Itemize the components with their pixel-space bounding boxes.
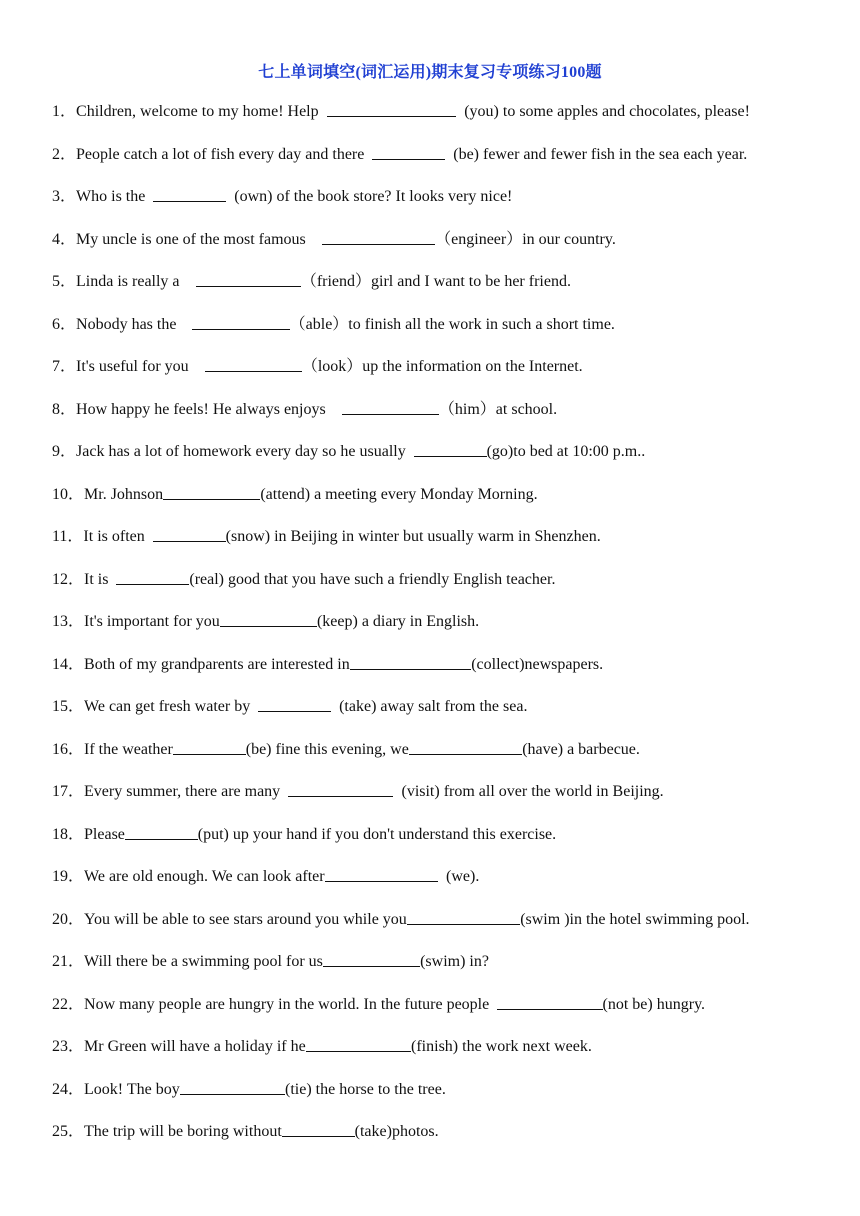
question-item (52, 229, 842, 272)
question-text: (take) away salt from the sea. (331, 698, 528, 715)
question-text: We are old enough. We can look after (84, 868, 325, 885)
question-item (52, 484, 842, 527)
question-text: We can get fresh water by (84, 698, 259, 715)
question-text: It is often (83, 528, 153, 545)
answer-blank[interactable] (196, 272, 301, 287)
question-text: （able）to finish all the work in such a short time. (289, 315, 615, 333)
question-text: It is (84, 570, 117, 588)
question-number: 12． (52, 570, 85, 588)
question-text: Linda is really a (76, 273, 196, 290)
question-text: (finish) the work next week. (411, 1038, 592, 1055)
answer-blank[interactable] (497, 995, 602, 1010)
question-text: My uncle is one of the most famous (76, 230, 322, 248)
question-number: 16． (52, 740, 85, 758)
question-text: Every summer, there are many (84, 783, 289, 800)
question-item (52, 399, 842, 442)
question-text: Look! The boy (84, 1080, 180, 1098)
question-text: (own) of the book store? It looks very nice! (226, 188, 513, 205)
answer-blank[interactable] (163, 485, 260, 500)
question-item (52, 696, 842, 739)
question-list (52, 101, 842, 1164)
question-text: (not be) hungry. (602, 995, 706, 1013)
question-text: Mr Green will have a holiday if he (84, 1038, 306, 1055)
question-item (52, 186, 842, 229)
question-item (52, 526, 842, 569)
question-item (52, 1036, 842, 1079)
question-item (52, 101, 842, 144)
question-text: (swim )in the hotel swimming pool. (520, 910, 750, 928)
question-text: (put) up your hand if you don't understand this exercise. (197, 825, 557, 843)
question-item (52, 314, 842, 357)
question-text: (be) fine this evening, we (245, 740, 409, 758)
question-item (52, 866, 842, 909)
answer-blank[interactable] (205, 357, 302, 372)
question-item (52, 1121, 842, 1164)
question-item (52, 951, 842, 994)
question-number: 1． (52, 103, 77, 120)
answer-blank[interactable] (282, 1122, 355, 1137)
question-number: 10． (52, 485, 85, 503)
question-item (52, 781, 842, 824)
question-number: 24． (52, 1080, 85, 1098)
question-item (52, 909, 842, 952)
question-text: (take)photos. (354, 1123, 439, 1140)
question-number: 7． (52, 358, 77, 375)
question-number: 4． (52, 230, 77, 248)
question-text: Will there be a swimming pool for us (84, 953, 323, 970)
question-number: 8． (52, 400, 77, 418)
question-text: It's useful for you (76, 358, 205, 375)
question-item (52, 441, 842, 484)
question-text: (attend) a meeting every Monday Morning. (260, 485, 538, 503)
answer-blank[interactable] (180, 1080, 285, 1095)
question-text: If the weather (84, 740, 173, 758)
question-text: (visit) from all over the world in Beijing. (393, 783, 664, 800)
question-text: (you) to some apples and chocolates, please! (456, 103, 750, 120)
answer-blank[interactable] (407, 910, 520, 925)
question-number: 20． (52, 910, 85, 928)
question-number: 2． (52, 145, 77, 163)
question-text: （him）at school. (438, 400, 558, 418)
question-text: (have) a barbecue. (522, 740, 640, 758)
question-text: Please (84, 825, 125, 843)
answer-blank[interactable] (125, 825, 198, 840)
question-item (52, 739, 842, 782)
answer-blank[interactable] (323, 952, 420, 967)
question-text: Now many people are hungry in the world. In the future people (84, 995, 498, 1013)
answer-blank[interactable] (350, 655, 472, 670)
question-item (52, 356, 842, 399)
question-number: 13． (52, 613, 85, 630)
question-text: Mr. Johnson (84, 485, 164, 503)
question-text: Who is the (76, 188, 154, 205)
question-item (52, 144, 842, 187)
question-text: （friend）girl and I want to be her friend. (300, 273, 571, 290)
question-text: (go)to bed at 10:00 p.m.. (486, 443, 646, 460)
answer-blank[interactable] (372, 145, 445, 160)
question-item (52, 1079, 842, 1122)
question-text: (keep) a diary in English. (316, 613, 480, 630)
question-number: 25． (52, 1123, 85, 1140)
answer-blank[interactable] (325, 867, 438, 882)
question-number: 18． (52, 825, 85, 843)
question-text: (tie) the horse to the tree. (285, 1080, 446, 1098)
question-item (52, 824, 842, 867)
question-item (52, 994, 842, 1037)
answer-blank[interactable] (192, 315, 289, 330)
question-number: 17． (52, 783, 85, 800)
answer-blank[interactable] (153, 187, 226, 202)
answer-blank[interactable] (342, 400, 439, 415)
question-text: (snow) in Beijing in winter but usually warm in Shenzhen. (225, 528, 601, 545)
answer-blank[interactable] (288, 782, 393, 797)
question-number: 14． (52, 655, 85, 673)
question-number: 9． (52, 443, 77, 460)
question-number: 15． (52, 698, 85, 715)
question-item (52, 569, 842, 612)
question-text: People catch a lot of fish every day and there (76, 145, 373, 163)
answer-blank[interactable] (414, 442, 487, 457)
question-number: 22． (52, 995, 85, 1013)
question-text: It's important for you (84, 613, 220, 630)
question-number: 19． (52, 868, 85, 885)
question-number: 11． (52, 528, 84, 545)
question-text: Both of my grandparents are interested in (84, 655, 350, 673)
question-number: 3． (52, 188, 77, 205)
question-number: 23． (52, 1038, 85, 1055)
answer-blank[interactable] (409, 740, 522, 755)
question-number: 21． (52, 953, 85, 970)
answer-blank[interactable] (322, 230, 435, 245)
question-text: (collect)newspapers. (471, 655, 604, 673)
question-text: Children, welcome to my home! Help (76, 103, 327, 120)
question-text: (swim) in? (420, 953, 489, 970)
question-text: (real) good that you have such a friendly English teacher. (189, 570, 556, 588)
question-text: Nobody has the (76, 315, 193, 333)
answer-blank[interactable] (220, 612, 317, 627)
question-text: (be) fewer and fewer fish in the sea each year. (445, 145, 748, 163)
question-item (52, 611, 842, 654)
question-text: （look）up the information on the Internet. (301, 358, 583, 375)
answer-blank[interactable] (173, 740, 246, 755)
question-item (52, 654, 842, 697)
question-text: (we). (438, 868, 480, 885)
question-text: How happy he feels! He always enjoys (76, 400, 342, 418)
answer-blank[interactable] (153, 527, 226, 542)
answer-blank[interactable] (258, 697, 331, 712)
answer-blank[interactable] (327, 102, 457, 117)
question-number: 5． (52, 273, 77, 290)
question-text: （engineer）in our country. (435, 230, 616, 248)
answer-blank[interactable] (116, 570, 189, 585)
answer-blank[interactable] (306, 1037, 411, 1052)
question-text: You will be able to see stars around you while you (84, 910, 407, 928)
worksheet-title: 七上单词填空(词汇运用)期末复习专项练习100题 (258, 64, 602, 81)
question-number: 6． (52, 315, 77, 333)
question-item (52, 271, 842, 314)
question-text: Jack has a lot of homework every day so he usually (76, 443, 414, 460)
question-text: The trip will be boring without (84, 1123, 282, 1140)
